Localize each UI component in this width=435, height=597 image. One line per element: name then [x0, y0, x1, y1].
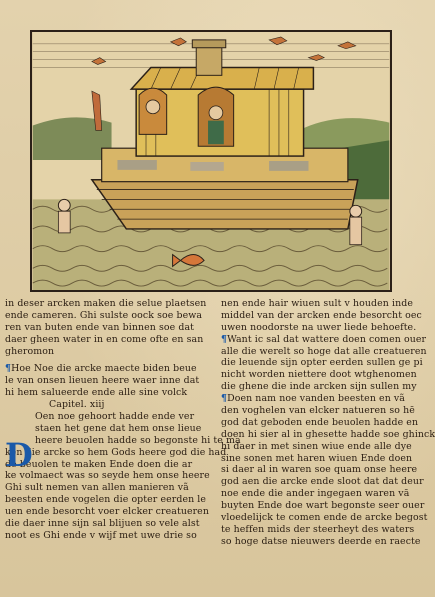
text-line: si daer al in waren soe quam onse heere [221, 464, 418, 476]
drop-cap: D [5, 436, 33, 474]
text-line: alle die werelt so hoge dat alle creatueren [221, 345, 427, 357]
chapter-body [5, 411, 241, 542]
chapter-number: Capitel. xiij [49, 399, 105, 411]
text-line: heere beuolen hadde so begonste hi te ma [35, 434, 241, 446]
text-line: die ghene die inde arcken sijn sullen my [221, 381, 417, 393]
text-line: uen ende besorcht voer elcker creatueren [5, 506, 209, 518]
text-line: ke volmaect was so seyde hem onse heere [5, 470, 210, 482]
text-line: so hoge datse nieuwers deerde en raecte [221, 535, 421, 547]
text-line: sine sonen met haren wiuen Ende doen [221, 452, 413, 464]
text-line: ¶Want ic sal dat wattere doen comen ouer [221, 333, 427, 345]
text-line: buyten Ende doe wart begonste seer ouer [221, 500, 425, 512]
text-line: god aen die arcke ende sloot dat dat deur [221, 476, 424, 488]
text-line: ken die arcke so hem Gods heere god die had [5, 446, 227, 458]
chapter-heading-line: ¶Hoe Noe die arcke maecte biden beue [5, 363, 197, 375]
text-line: vloedelijck te comen ende de arcke begost [221, 512, 428, 524]
text-line: hi daer in met sinen wiue ende alle dye [221, 440, 412, 452]
text-line: gheromon [5, 345, 55, 357]
text-line: die daer inne sijn sal blijuen so vele alst [5, 518, 200, 530]
text-line: ende cameren. Ghi sulste oock soe bewa [5, 309, 203, 321]
text-line: uwen noodorste na uwer liede behoefte. [221, 321, 417, 333]
text-line: staen het gene dat hem onse lieue [35, 422, 202, 434]
right-text-column [221, 298, 435, 548]
text-line: de beuolen te maken Ende doen die ar [5, 458, 193, 470]
text-line: ren van buten ende van binnen soe dat [5, 321, 195, 333]
text-line: middel van der arcken ende besorcht oec [221, 309, 422, 321]
pilcrow-icon: ¶ [221, 333, 228, 345]
text-line: noe ende die ander ingegaen waren vā [221, 488, 410, 500]
text-line: god dat geboden ende beuolen hadde en [221, 416, 419, 428]
noahs-ark-woodcut-icon [32, 32, 390, 290]
text-line: den voghelen van elcker natueren so hē [221, 405, 415, 417]
text-line: Oen noe gehoort hadde ende ver [35, 411, 195, 423]
text-line: die leuende sijn opter eerden sullen ge pi [221, 357, 423, 369]
text-line: in deser arcken maken die selue plaetsen [5, 298, 207, 309]
text-line: te heffen mids der steerheyt des waters [221, 523, 415, 535]
pilcrow-icon: ¶ [221, 393, 228, 405]
text-line: beesten ende vogelen die opter eerden le [5, 494, 207, 506]
text-line: nicht worden niettere doot wtghenomen [221, 369, 417, 381]
text-line: doen hi sier al in ghesette hadde soe ghinck [221, 428, 435, 440]
text-line: nen ende hair wiuen sult v houden inde [221, 298, 413, 309]
text-line: Ghi sult nemen van allen manieren vã [5, 482, 189, 494]
left-text-column [5, 298, 241, 542]
text-line: daer gheen water in en come ofte en san [5, 333, 204, 345]
chapter-heading-line: hi hem salueerde ende alle sine volck [5, 387, 188, 399]
noahs-ark-woodcut [30, 30, 392, 292]
text-line: ¶Doen nam noe vanden beesten en vã [221, 393, 405, 405]
text-line: noot es Ghi ende v wijf met uwe drie so [5, 529, 197, 541]
pilcrow-icon: ¶ [5, 363, 12, 375]
chapter-heading-line: le van onsen lieuen heere waer inne dat [5, 375, 200, 387]
